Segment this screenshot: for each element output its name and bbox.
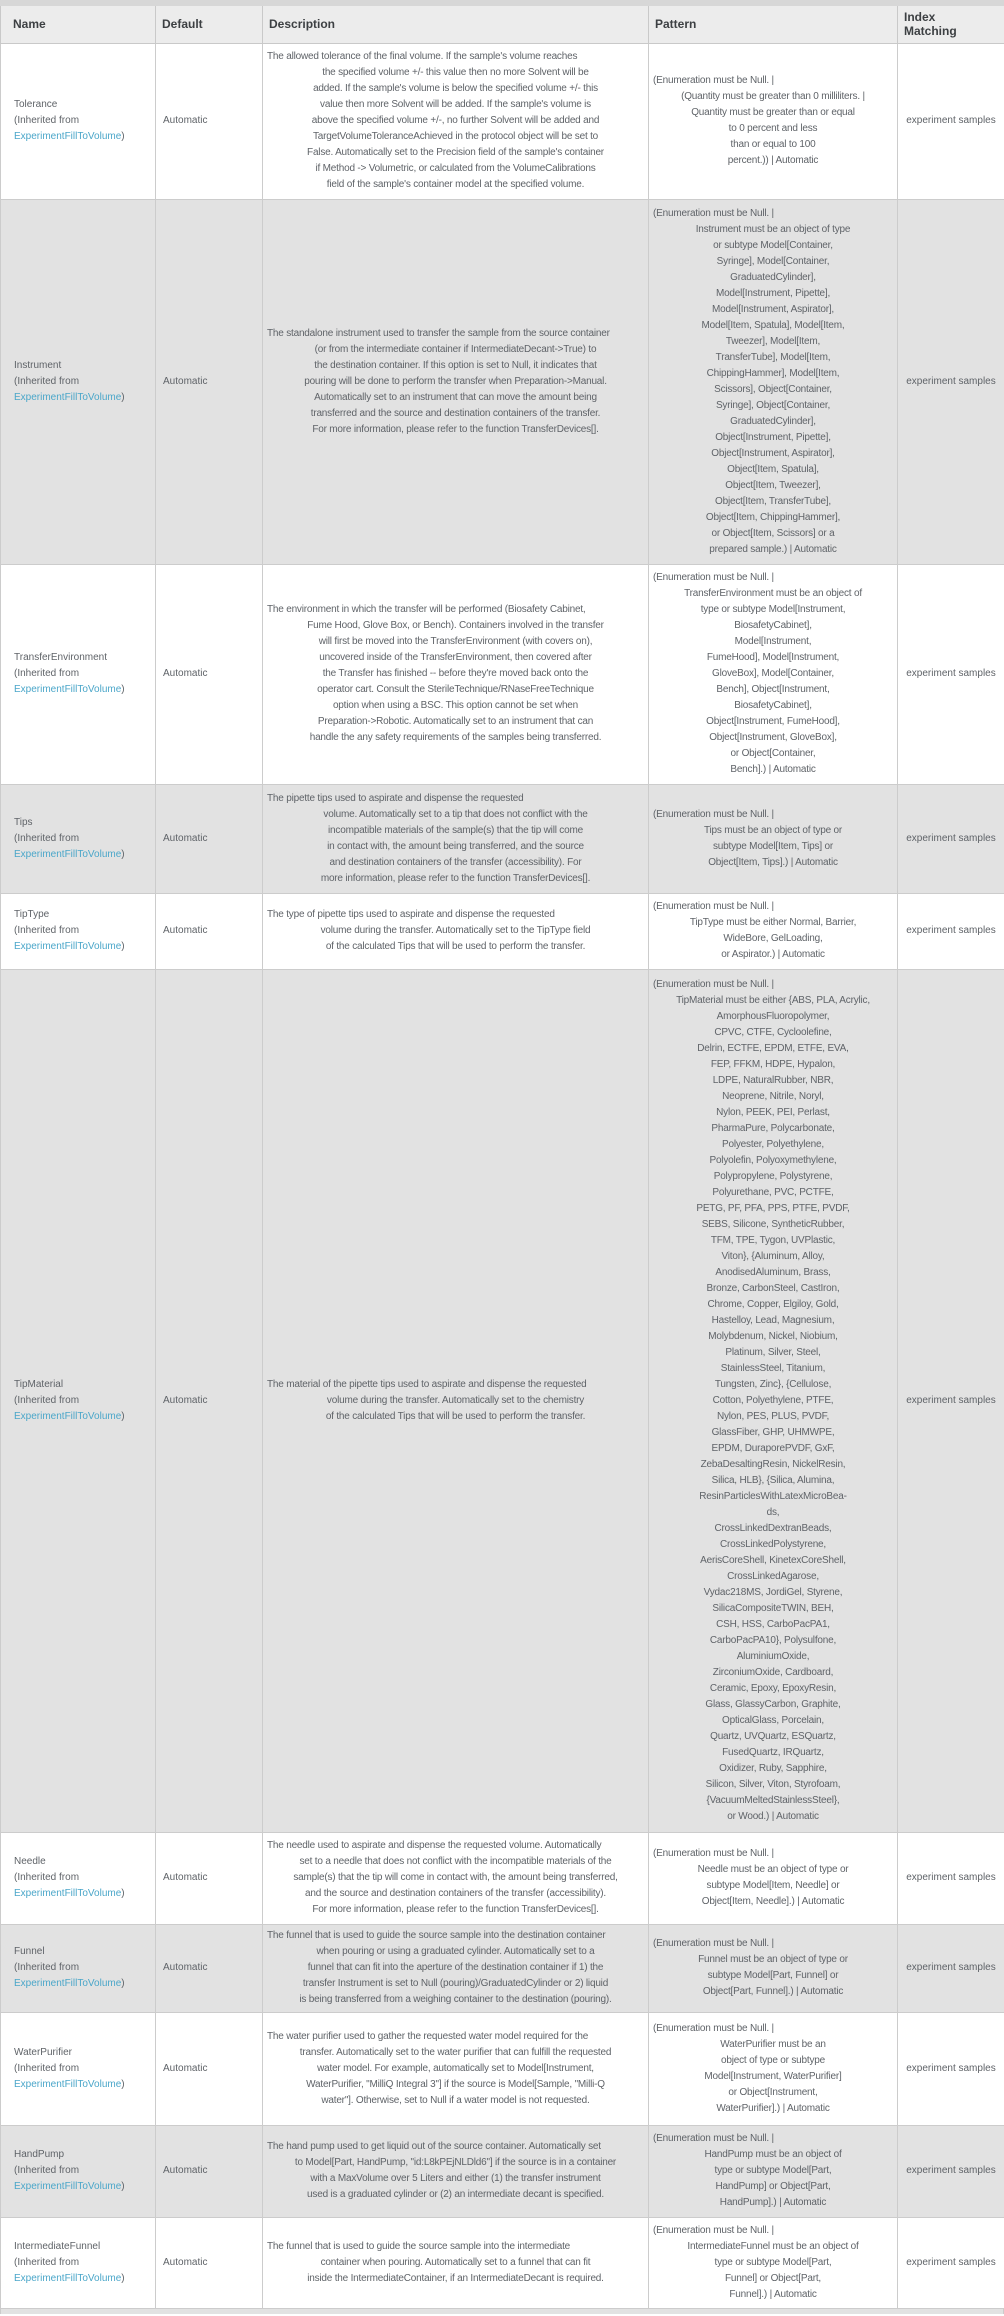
default-cell: [156, 893, 263, 969]
index-matching-value: experiment samples: [906, 1962, 996, 1973]
description-cell: [263, 893, 649, 969]
inherited-from-label: (Inherited from: [14, 1394, 80, 1406]
index-matching-value: experiment samples: [906, 1872, 996, 1883]
pattern-text: (Enumeration must be Null. | TipType must be either Normal, Barrier, WideBore, GelLoading, or Aspirator.) | Automatic: [653, 901, 857, 960]
index-matching-value: experiment samples: [906, 925, 996, 936]
description-cell: [263, 1832, 649, 1924]
pattern-text: (Enumeration must be Null. | WaterPurifier must be an object of type or subtype Model[Instrument, WaterPurifier] or Object[Instrument, WaterPurifier].) | Automatic: [653, 2022, 842, 2114]
description-cell: [263, 199, 649, 564]
description-cell: [263, 969, 649, 1832]
table-row: [1, 2012, 1004, 2125]
option-name: Funnel: [14, 1946, 45, 1957]
inherited-from-label: (Inherited from: [14, 2165, 80, 2176]
description-text: The water purifier used to gather the requested water model required for the transfer. Automatically set to the water purifier that can fulfill the requested water model. For example, automatically set to Model[Instrument, WaterPurifier, "MilliQ Integral 3"] if the source is Model[Sample, "Milli-Q water"]. Otherwise, set to Null if a water model is not requested.: [267, 2030, 612, 2106]
description-cell: [263, 43, 649, 199]
option-name: Tips: [14, 816, 33, 828]
table-row: [1, 43, 1004, 199]
inherited-suffix: ): [121, 2272, 125, 2284]
description-text: The pipette tips used to aspirate and dispense the requested volume. Automatically set to a tip that does not conflict with the incompatible materials of the sample(s) that the tip will come in contact with, the amount being transferred, and the source and destination containers of the transfer (accessibility). For more information, please refer to the function TransferDevices[].: [267, 792, 591, 884]
table-row: [1, 1832, 1004, 1924]
inherited-link[interactable]: ExperimentFillToVolume: [14, 2078, 122, 2090]
description-cell: [263, 2125, 649, 2217]
inherited-link[interactable]: ExperimentFillToVolume: [14, 1888, 122, 1899]
default-value: Automatic: [163, 1962, 208, 1973]
inherited-suffix: ): [121, 1410, 125, 1422]
inherited-suffix: ): [121, 848, 125, 860]
name-cell: [1, 199, 156, 564]
index-matching-cell: [898, 1832, 1004, 1924]
inherited-from-label: (Inherited from: [14, 1872, 80, 1883]
option-name: IntermediateFunnel: [14, 2240, 101, 2252]
inherited-from-label: (Inherited from: [14, 115, 80, 126]
pattern-cell: [649, 564, 898, 784]
table-row: [1, 784, 1004, 893]
description-cell: [263, 2012, 649, 2125]
pattern-cell: [649, 2125, 898, 2217]
pattern-text: (Enumeration must be Null. | IntermediateFunnel must be an object of type or subtype Model[Part, Funnel] or Object[Part, Funnel].) | Automatic: [653, 2224, 859, 2300]
table-row: [1, 969, 1004, 1832]
inherited-link[interactable]: ExperimentFillToVolume: [14, 2181, 122, 2192]
inherited-suffix: ): [121, 684, 125, 695]
index-matching-value: experiment samples: [906, 1394, 996, 1406]
inherited-suffix: ): [121, 1978, 125, 1989]
name-cell: [1, 2012, 156, 2125]
option-name: TipMaterial: [14, 1378, 64, 1390]
description-cell: [263, 784, 649, 893]
default-cell: [156, 784, 263, 893]
index-matching-cell: [898, 564, 1004, 784]
column-header-name: Name: [1, 3, 156, 43]
inherited-suffix: ): [121, 131, 125, 142]
pattern-cell: [649, 2012, 898, 2125]
default-value: Automatic: [163, 115, 208, 126]
default-value: Automatic: [163, 668, 208, 679]
table-row: [1, 2217, 1004, 2308]
index-matching-cell: [898, 969, 1004, 1832]
name-cell: [1, 784, 156, 893]
inherited-suffix: ): [121, 941, 125, 952]
default-cell: [156, 969, 263, 1832]
next-row-edge: [0, 2309, 1004, 2314]
table-row: [1, 2125, 1004, 2217]
pattern-cell: [649, 1924, 898, 2012]
pattern-cell: [649, 893, 898, 969]
inherited-from-label: (Inherited from: [14, 2062, 80, 2074]
index-matching-cell: [898, 784, 1004, 893]
description-text: The funnel that is used to guide the source sample into the intermediate container when pouring. Automatically set to a funnel that can fit inside the IntermediateContainer, if an IntermediateDecant is required.: [267, 2240, 604, 2284]
index-matching-value: experiment samples: [906, 668, 996, 679]
inherited-link[interactable]: ExperimentFillToVolume: [14, 2272, 122, 2284]
default-cell: [156, 1924, 263, 2012]
inherited-suffix: ): [121, 2078, 125, 2090]
table-row: [1, 564, 1004, 784]
inherited-from-label: (Inherited from: [14, 1962, 80, 1973]
option-name: Instrument: [14, 359, 62, 371]
name-cell: [1, 1832, 156, 1924]
column-header-default: Default: [156, 3, 263, 43]
index-matching-value: experiment samples: [906, 2165, 996, 2176]
header-row: [1, 3, 1004, 43]
pattern-cell: [649, 784, 898, 893]
description-text: The allowed tolerance of the final volume. If the sample's volume reaches the specified volume +/- this value then no more Solvent will be added. If the sample's volume is below the specified volume +/- this value then more Solvent will be added. If the sample's volume is above the specified volume +/-, no further Solvent will be added and TargetVolumeToleranceAchieved in the protocol object will be set to False. Automatically set to the Precision field of the sample's container if Method -> Volumetric, or calculated from the VolumeCalibrations field of the sample's container model at the specified volume.: [267, 51, 604, 190]
pattern-cell: [649, 2217, 898, 2308]
default-cell: [156, 2012, 263, 2125]
default-cell: [156, 1832, 263, 1924]
index-matching-value: experiment samples: [906, 375, 996, 387]
option-name: HandPump: [14, 2149, 65, 2160]
default-value: Automatic: [163, 1394, 208, 1406]
inherited-suffix: ): [121, 1888, 125, 1899]
inherited-link[interactable]: ExperimentFillToVolume: [14, 391, 122, 403]
default-value: Automatic: [163, 2062, 208, 2074]
inherited-from-label: (Inherited from: [14, 925, 80, 936]
inherited-link[interactable]: ExperimentFillToVolume: [14, 1978, 122, 1989]
name-cell: [1, 2217, 156, 2308]
pattern-cell: [649, 199, 898, 564]
name-cell: [1, 43, 156, 199]
inherited-link[interactable]: ExperimentFillToVolume: [14, 941, 122, 952]
name-cell: [1, 893, 156, 969]
default-value: Automatic: [163, 1872, 208, 1883]
pattern-text: (Enumeration must be Null. | TransferEnvironment must be an object of type or subtype Model[Instrument, BiosafetyCabinet], Model[Instrument, FumeHood], Model[Instrument, GloveBox], Model[Container, Bench], Object[Instrument, BiosafetyCabinet], Object[Instrument, FumeHood], Object[Instrument, GloveBox], or Object[Container, Bench].) | Automatic: [653, 572, 862, 775]
description-text: The needle used to aspirate and dispense the requested volume. Automatically set to a needle that does not conflict with the incompatible materials of the sample(s) that the tip will come in contact with, the amount being transferred, and the source and destination containers of the transfer (accessibility). For more information, please refer to the function TransferDevices[].: [267, 1840, 618, 1915]
index-matching-cell: [898, 1924, 1004, 2012]
default-value: Automatic: [163, 832, 208, 844]
default-cell: [156, 43, 263, 199]
pattern-text: (Enumeration must be Null. | (Quantity must be greater than 0 milliliters. | Quantity must be greater than or equal to 0 percent and less than or equal to 100 percent.)) | Automatic: [653, 75, 865, 166]
index-matching-cell: [898, 893, 1004, 969]
index-matching-cell: [898, 2012, 1004, 2125]
index-matching-value: experiment samples: [906, 832, 996, 844]
description-text: The funnel that is used to guide the source sample into the destination container when pouring or using a graduated cylinder. Automatically set to a funnel that can fit into the aperture of the destination container if 1) the transfer Instrument is set to Null (pouring)/GraduatedCylinder or 2) liquid is being transferred from a weighing container to the destination (pouring).: [267, 1930, 612, 2005]
table-row: [1, 199, 1004, 564]
default-cell: [156, 2217, 263, 2308]
inherited-from-label: (Inherited from: [14, 668, 80, 679]
option-name: TipType: [14, 909, 50, 920]
inherited-suffix: ): [121, 2181, 125, 2192]
inherited-link[interactable]: ExperimentFillToVolume: [14, 1410, 122, 1422]
description-text: The standalone instrument used to transfer the sample from the source container (or from the intermediate container if IntermediateDecant->True) to the destination container. If this option is set to Null, it indicates that pouring will be done to perform the transfer when Preparation->Manual. Automatically set to an instrument that can move the amount being transferred and the source and destination containers of the transfer. For more information, please refer to the function TransferDevices[].: [267, 327, 610, 435]
option-name: Needle: [14, 1856, 46, 1867]
index-matching-value: experiment samples: [906, 2256, 996, 2268]
default-value: Automatic: [163, 925, 208, 936]
pattern-text: (Enumeration must be Null. | Instrument must be an object of type or subtype Model[Container, Syringe], Model[Container, GraduatedCylinder], Model[Instrument, Pipette], Model[Instrument, Aspirator], Model[Item, Spatula], Model[Item, Tweezer], Model[Item, TransferTube], Model[Item, ChippingHammer], Model[Item, Scissors], Object[Container, Syringe], Object[Container, GraduatedCylinder], Object[Instrument, Pipette], Object[Instrument, Aspirator], Object[Item, Spatula], Object[Item, Tweezer], Object[Item, TransferTube], Object[Item, ChippingHammer], or Object[Item, Scissors] or a prepared sample.) | Automatic: [653, 207, 851, 555]
inherited-link[interactable]: ExperimentFillToVolume: [14, 848, 122, 860]
description-cell: [263, 2217, 649, 2308]
option-name: WaterPurifier: [14, 2046, 72, 2058]
default-value: Automatic: [163, 2165, 208, 2176]
inherited-from-label: (Inherited from: [14, 2256, 80, 2268]
column-header-description: Description: [263, 3, 649, 43]
pattern-text: (Enumeration must be Null. | TipMaterial must be either {ABS, PLA, Acrylic, AmorphousFluoropolymer, CPVC, CTFE, Cycloolefine, Delrin, ECTFE, EPDM, ETFE, EVA, FEP, FFKM, HDPE, Hypalon, LDPE, NaturalRubber, NBR, Neoprene, Nitrile, Noryl, Nylon, PEEK, PEI, Perlast, PharmaPure, Polycarbonate, Polyester, Polyethylene, Polyolefin, Polyoxymethylene, Polypropylene, Polystyrene, Polyurethane, PVC, PCTFE, PETG, PF, PFA, PPS, PTFE, PVDF, SEBS, Silicone, SyntheticRubber, TFM, TPE, Tygon, UVPlastic, Viton}, {Aluminum, Alloy, AnodisedAluminum, Brass, Bronze, CarbonSteel, CastIron, Chrome, Copper, Elgiloy, Gold, Hastelloy, Lead, Magnesium, Molybdenum, Nickel, Niobium, Platinum, Silver, Steel, StainlessSteel, Titanium, Tungsten, Zinc}, {Cellulose, Cotton, Polyethylene, PTFE, Nylon, PES, PLUS, PVDF, GlassFiber, GHP, UHMWPE, EPDM, DuraporePVDF, GxF, ZebaDesaltingResin, NickelResin, Silica, HLB}, {Silica, Alumina, ResinParticlesWithLatexMicroBea- ds, CrossLinkedDextranBeads, CrossLinkedPolystyrene, AerisCoreShell, KinetexCoreShell, CrossLinkedAgarose, Vydac218MS, JordiGel, Styrene, SilicaCompositeTWIN, BEH, CSH, HSS, CarboPacPA1, CarboPacPA10}, Polysulfone, AluminiumOxide, ZirconiumOxide, Cardboard, Ceramic, Epoxy, EpoxyResin, Glass, GlassyCarbon, Graphite, OpticalGlass, Porcelain, Quartz, UVQuartz, ESQuartz, FusedQuartz, IRQuartz, Oxidizer, Ruby, Sapphire, Silicon, Silver, Viton, Styrofoam, {VacuumMeltedStainlessSteel}, or Wood.) | Automatic: [653, 978, 870, 1822]
description-text: The type of pipette tips used to aspirate and dispense the requested volume during the transfer. Automatically set to the TipType field of the calculated Tips that will be used to perform the transfer.: [267, 909, 591, 952]
index-matching-cell: [898, 2125, 1004, 2217]
inherited-from-label: (Inherited from: [14, 375, 80, 387]
default-value: Automatic: [163, 2256, 208, 2268]
pattern-cell: [649, 43, 898, 199]
pattern-cell: [649, 969, 898, 1832]
name-cell: [1, 564, 156, 784]
pattern-cell: [649, 1832, 898, 1924]
index-matching-value: experiment samples: [906, 2062, 996, 2074]
default-cell: [156, 564, 263, 784]
table-body: [1, 43, 1004, 2308]
table-header: [1, 3, 1004, 43]
option-name: Tolerance: [14, 99, 58, 110]
pattern-text: (Enumeration must be Null. | Needle must be an object of type or subtype Model[Item, Needle] or Object[Item, Needle].) | Automatic: [653, 1848, 849, 1907]
inherited-from-label: (Inherited from: [14, 832, 80, 844]
default-cell: [156, 199, 263, 564]
name-cell: [1, 2125, 156, 2217]
description-cell: [263, 564, 649, 784]
index-matching-value: experiment samples: [906, 115, 996, 126]
default-cell: [156, 2125, 263, 2217]
index-matching-cell: [898, 199, 1004, 564]
inherited-suffix: ): [121, 391, 125, 403]
table-row: [1, 1924, 1004, 2012]
inherited-link[interactable]: ExperimentFillToVolume: [14, 684, 122, 695]
description-cell: [263, 1924, 649, 2012]
index-matching-cell: [898, 43, 1004, 199]
pattern-text: (Enumeration must be Null. | Tips must be an object of type or subtype Model[Item, Tips] or Object[Item, Tips].) | Automatic: [653, 808, 843, 868]
column-header-index-matching: Index Matching: [898, 3, 1004, 43]
description-text: The hand pump used to get liquid out of the source container. Automatically set to Model[Part, HandPump, "id:L8kPEjNLDld6"] if the source is in a container with a MaxVolume over 5 Liters and either (1) the transfer instrument used is a graduated cylinder or (2) an intermediate decant is specified.: [267, 2141, 617, 2200]
inherited-link[interactable]: ExperimentFillToVolume: [14, 131, 122, 142]
description-text: The material of the pipette tips used to aspirate and dispense the requested volume during the transfer. Automatically set to the chemistry of the calculated Tips that will be used to perform the transfer.: [267, 1378, 587, 1422]
pattern-text: (Enumeration must be Null. | Funnel must be an object of type or subtype Model[Part, Funnel] or Object[Part, Funnel].) | Automatic: [653, 1938, 848, 1997]
table-row: [1, 893, 1004, 969]
column-header-pattern: Pattern: [649, 3, 898, 43]
option-name: TransferEnvironment: [14, 652, 107, 663]
default-value: Automatic: [163, 375, 208, 387]
description-text: The environment in which the transfer will be performed (Biosafety Cabinet, Fume Hood, Glove Box, or Bench). Containers involved in the transfer will first be moved into the TransferEnvironment (with covers on), uncovered inside of the TransferEnvironment, then covered after the Transfer has finished -- before they're moved back onto the operator cart. Consult the SterileTechnique/RNaseFreeTechnique option when using a BSC. This option cannot be set when Preparation->Robotic. Automatically set to an instrument that can handle the any safety requirements of the samples being transferred.: [267, 604, 604, 743]
pattern-text: (Enumeration must be Null. | HandPump must be an object of type or subtype Model[Part, HandPump] or Object[Part, HandPump].) | Automatic: [653, 2133, 842, 2208]
index-matching-cell: [898, 2217, 1004, 2308]
name-cell: [1, 969, 156, 1832]
name-cell: [1, 1924, 156, 2012]
